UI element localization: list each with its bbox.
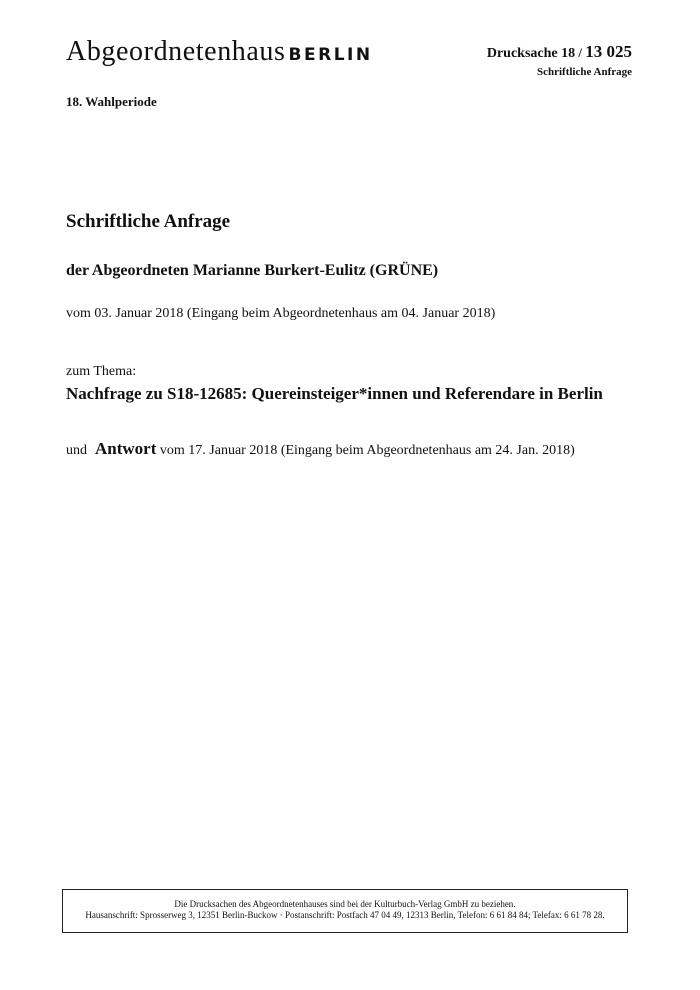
drucksache-number — [487, 42, 632, 64]
document-title: Schriftliche Anfrage — [66, 211, 231, 232]
answer-line — [66, 439, 575, 459]
date-line: vom 03. Januar 2018 (Eingang beim Abgeordnetenhaus am 04. Januar 2018) — [66, 306, 496, 321]
answer-prefix: und — [66, 443, 87, 458]
author-line: der Abgeordneten Marianne Burkert-Eulitz (GRÜNE) — [66, 262, 439, 279]
document-type: Schriftliche Anfrage — [536, 66, 632, 78]
topic-heading: Nachfrage zu S18-12685: Quereinsteiger*innen und Referendare in Berlin — [66, 384, 603, 403]
answer-word: Antwort — [95, 439, 157, 458]
parliament-logo — [66, 36, 373, 68]
topic-label: zum Thema: — [66, 364, 137, 379]
drucksache-id: 13 025 — [585, 42, 632, 61]
footer-line-1: Die Drucksachen des Abgeordnetenhauses sind bei der Kulturbuch-Verlag GmbH zu beziehen. — [174, 899, 516, 909]
logo-city: BERLIN — [288, 45, 373, 65]
logo-word: Abgeordnetenhaus — [66, 36, 286, 67]
legislative-period: 18. Wahlperiode — [66, 94, 157, 109]
drucksache-slash: / — [575, 45, 586, 60]
document-meta — [487, 42, 632, 80]
footer-box — [62, 889, 628, 933]
answer-date: vom 17. Januar 2018 (Eingang beim Abgeordnetenhaus am 24. Jan. 2018) — [156, 443, 575, 458]
drucksache-label: Drucksache 18 — [486, 46, 576, 61]
footer-line-2: Hausanschrift: Sprosserweg 3, 12351 Berlin-Buckow · Postanschrift: Postfach 47 04 49, 12313 Berlin, Telefon: 6 61 84 84; Telefax: 6 61 78 28. — [85, 910, 605, 920]
